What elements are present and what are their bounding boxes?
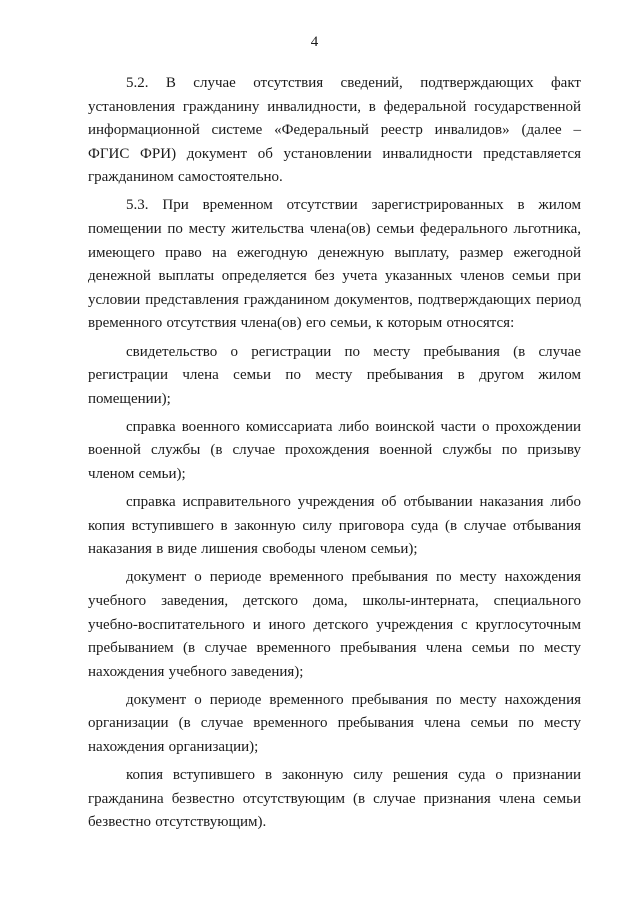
paragraph-5-3: 5.3. При временном отсутствии зарегистрированных в жилом помещении по месту жительства члена(ов) семьи федерального льготника, имеющего право на ежегодную денежную выплату, размер ежегодной денежной выплаты определяется без учета указанных членов семьи при условии представления гражданином документов, подтверждающих период временного отсутствия члена(ов) его семьи, к которым относятся:	[88, 197, 581, 332]
page-number: 4	[310, 34, 319, 50]
list-item-educational-institution-document: документ о периоде временного пребывания по месту нахождения учебного заведения, детского дома, школы-интерната, специального учебно-воспитательного и иного детского учреждения с круглосуточным пребыванием (в случае временного пребывания члена семьи по месту нахождения учебного заведения);	[88, 569, 581, 680]
list-item-correctional-certificate: справка исправительного учреждения об отбывании наказания либо копия вступившего в законную силу приговора суда (в случае отбывания наказания в виде лишения свободы членом семьи);	[88, 494, 581, 558]
paragraph-5-2: 5.2. В случае отсутствия сведений, подтверждающих факт установления гражданину инвалидности, в федеральной государственной информационной системе «Федеральный реестр инвалидов» (далее – ФГИС ФРИ) документ об установлении инвалидности представляется гражданином самостоятельно.	[88, 75, 581, 186]
list-item-organization-document: документ о периоде временного пребывания по месту нахождения организации (в случае временного пребывания члена семьи по месту нахождения организации);	[88, 691, 581, 756]
list-item-registration-certificate: свидетельство о регистрации по месту пребывания (в случае регистрации члена семьи по месту пребывания в другом жилом помещении);	[88, 343, 581, 407]
document-body	[88, 72, 581, 839]
list-item-military-certificate: справка военного комиссариата либо воинской части о прохождении военной службы (в случае прохождения военной службы по призыву членом семьи);	[88, 418, 581, 482]
list-item-court-decision: копия вступившего в законную силу решения суда о признании гражданина безвестно отсутствующим (в случае признания члена семьи безвестно отсутствующим).	[88, 767, 581, 831]
